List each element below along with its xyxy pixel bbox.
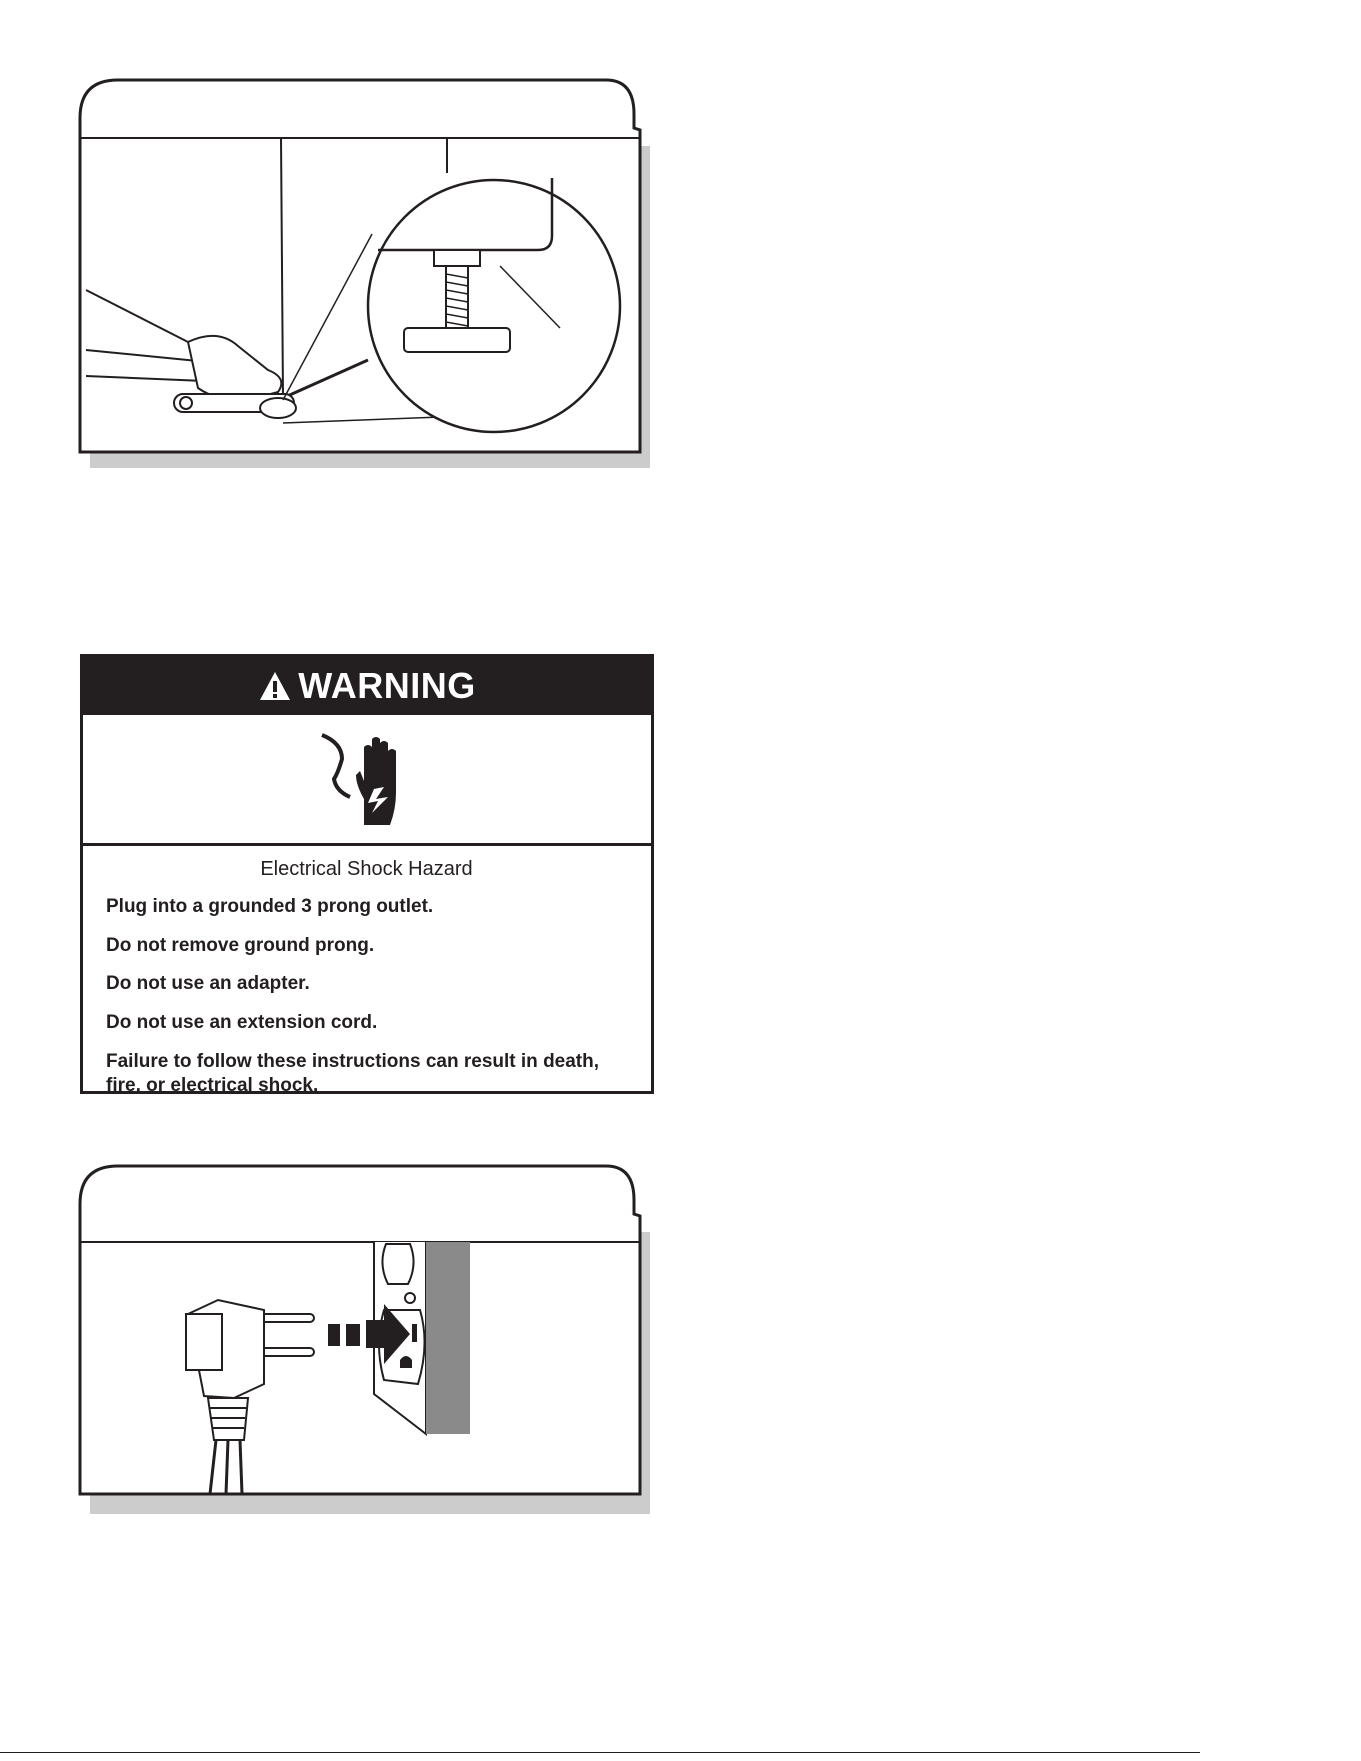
warning-instruction: Do not use an extension cord. [106, 1012, 378, 1034]
warning-instruction: Failure to follow these instructions can result in death, fire, or electrical shock. [106, 1050, 600, 1097]
warning-instruction: Plug into a grounded 3 prong outlet. [106, 896, 434, 917]
warning-instruction: Do not remove ground prong. [106, 934, 375, 956]
electric-shock-hand-icon [312, 729, 422, 829]
page-bottom-rule [0, 1752, 1200, 1753]
plug-outlet-illustration [78, 1164, 652, 1514]
electrical-shock-warning [80, 654, 654, 1097]
warning-title: WARNING [298, 665, 476, 706]
warning-instruction: Do not use an adapter. [106, 973, 310, 995]
hazard-title: Electrical Shock Hazard [260, 858, 473, 880]
plug-outlet-illustration-card [78, 1164, 652, 1514]
leveling-foot-illustration [78, 78, 652, 468]
warning-header [83, 657, 651, 715]
warning-body [83, 846, 651, 1099]
warning-triangle-icon [258, 670, 292, 702]
leveling-foot-illustration-card [78, 78, 652, 468]
warning-symbol-area [83, 715, 651, 846]
